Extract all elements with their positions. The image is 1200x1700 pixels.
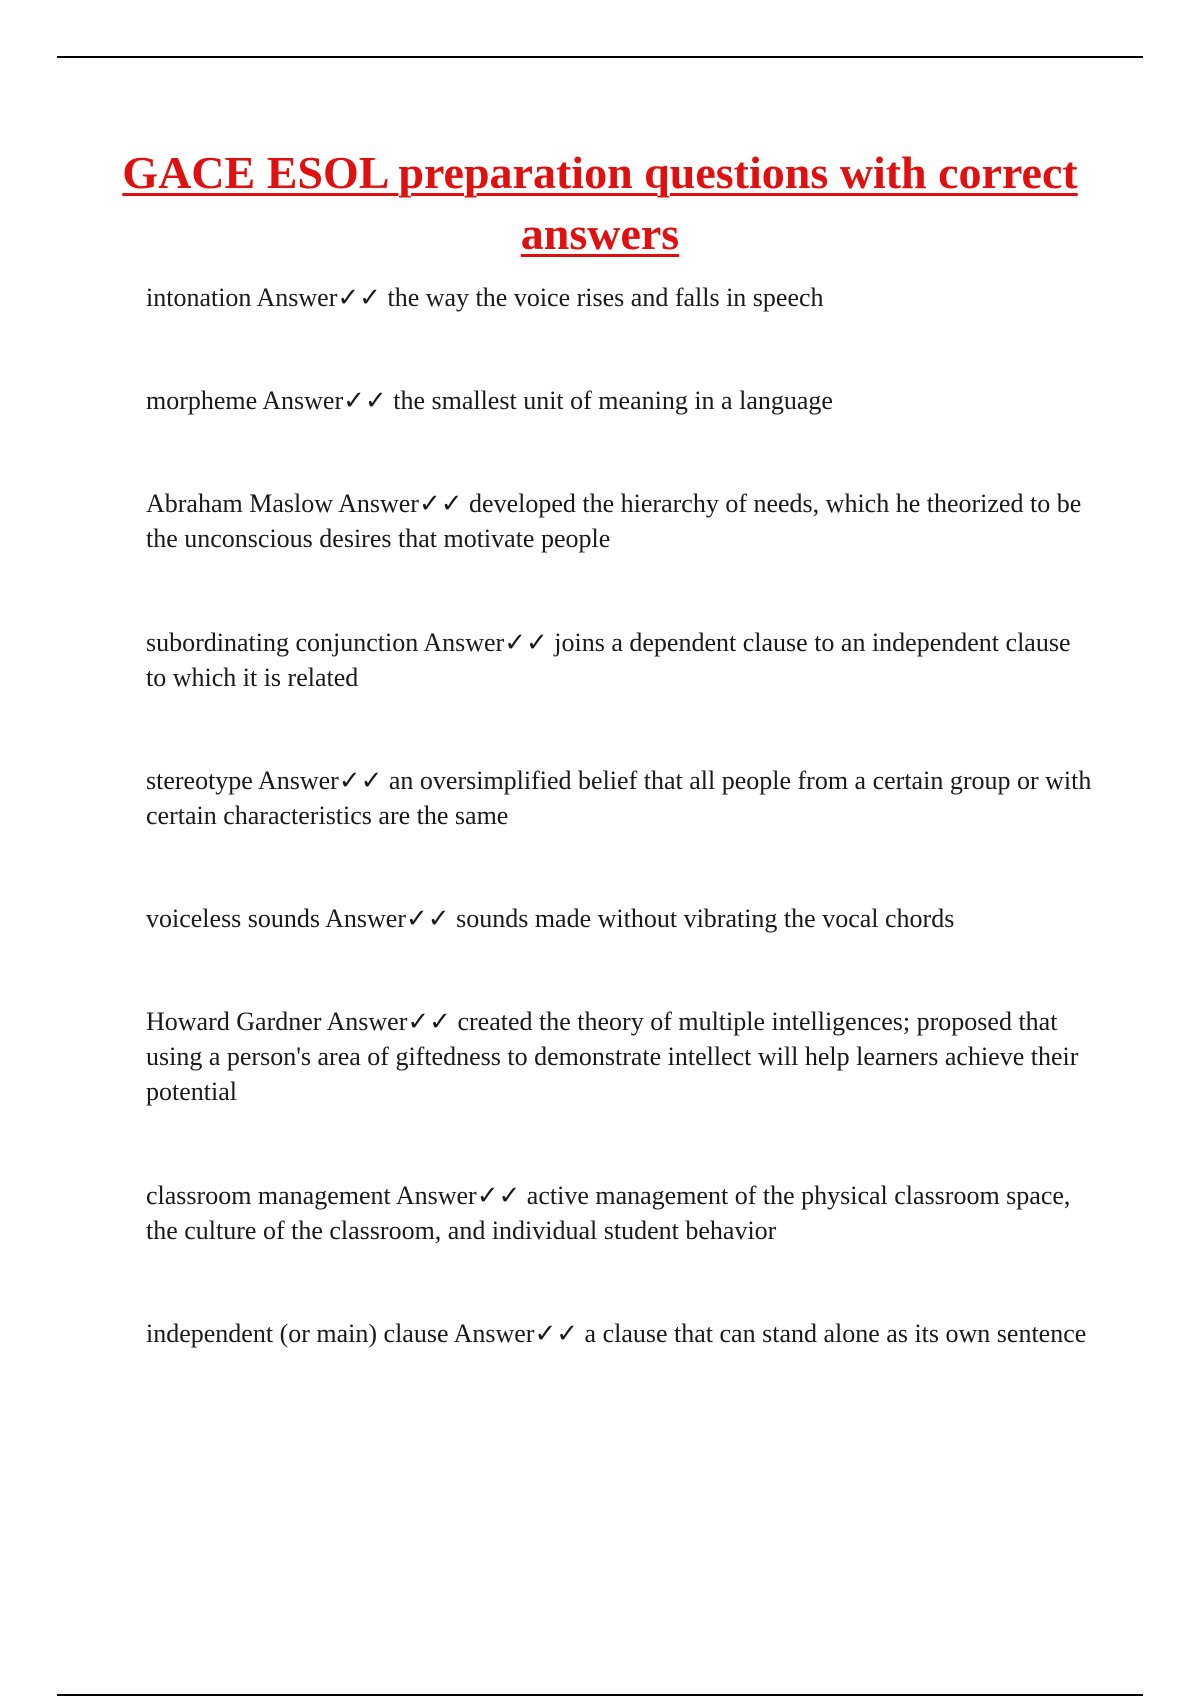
entry-definition: a clause that can stand alone as its own sentence <box>584 1319 1087 1348</box>
qa-entry <box>146 625 1096 695</box>
answer-marker: Answer✓✓ <box>326 1007 451 1036</box>
qa-entry <box>146 763 1096 833</box>
entry-term: Abraham Maslow <box>146 489 334 518</box>
entry-definition: joins a dependent clause to an independent clause to which it is related <box>146 628 1071 692</box>
entry-definition: sounds made without vibrating the vocal chords <box>456 904 955 933</box>
answer-marker: Answer✓✓ <box>325 904 450 933</box>
qa-entry <box>146 1004 1096 1109</box>
qa-entry <box>146 486 1096 556</box>
answer-marker: Answer✓✓ <box>256 283 381 312</box>
answer-marker: Answer✓✓ <box>423 628 548 657</box>
entry-term: intonation <box>146 283 252 312</box>
bottom-rule <box>57 1694 1143 1696</box>
answer-marker: Answer✓✓ <box>338 489 463 518</box>
entry-definition: developed the hierarchy of needs, which he theorized to be the unconscious desires that motivate people <box>146 489 1082 553</box>
entry-term: stereotype <box>146 766 253 795</box>
entry-definition: active management of the physical classroom space, the culture of the classroom, and individual student behavior <box>146 1181 1071 1245</box>
answer-marker: Answer✓✓ <box>453 1319 579 1348</box>
entry-term: independent (or main) clause <box>146 1319 449 1348</box>
entry-term: morpheme <box>146 386 258 415</box>
qa-entry <box>146 901 1096 936</box>
entry-term: subordinating conjunction <box>146 628 419 657</box>
answer-marker: Answer✓✓ <box>257 766 383 795</box>
qa-entry <box>146 1178 1096 1248</box>
document-title: GACE ESOL preparation questions with correct answers <box>122 147 1078 259</box>
answer-marker: Answer✓✓ <box>262 386 387 415</box>
entry-term: classroom management <box>146 1181 391 1210</box>
entry-definition: the smallest unit of meaning in a language <box>393 386 833 415</box>
entry-definition: created the theory of multiple intelligences; proposed that using a person's area of giftedness to demonstrate intellect will help learners achieve their potential <box>146 1007 1079 1106</box>
qa-entry <box>146 280 1096 315</box>
qa-entry <box>146 383 1096 418</box>
entry-definition: the way the voice rises and falls in speech <box>387 283 824 312</box>
entry-term: Howard Gardner <box>146 1007 322 1036</box>
entry-definition: an oversimplified belief that all people from a certain group or with certain characteristics are the same <box>146 766 1092 830</box>
qa-entry <box>146 1316 1096 1351</box>
entry-term: voiceless sounds <box>146 904 321 933</box>
answer-marker: Answer✓✓ <box>395 1181 521 1210</box>
top-rule <box>57 56 1143 58</box>
